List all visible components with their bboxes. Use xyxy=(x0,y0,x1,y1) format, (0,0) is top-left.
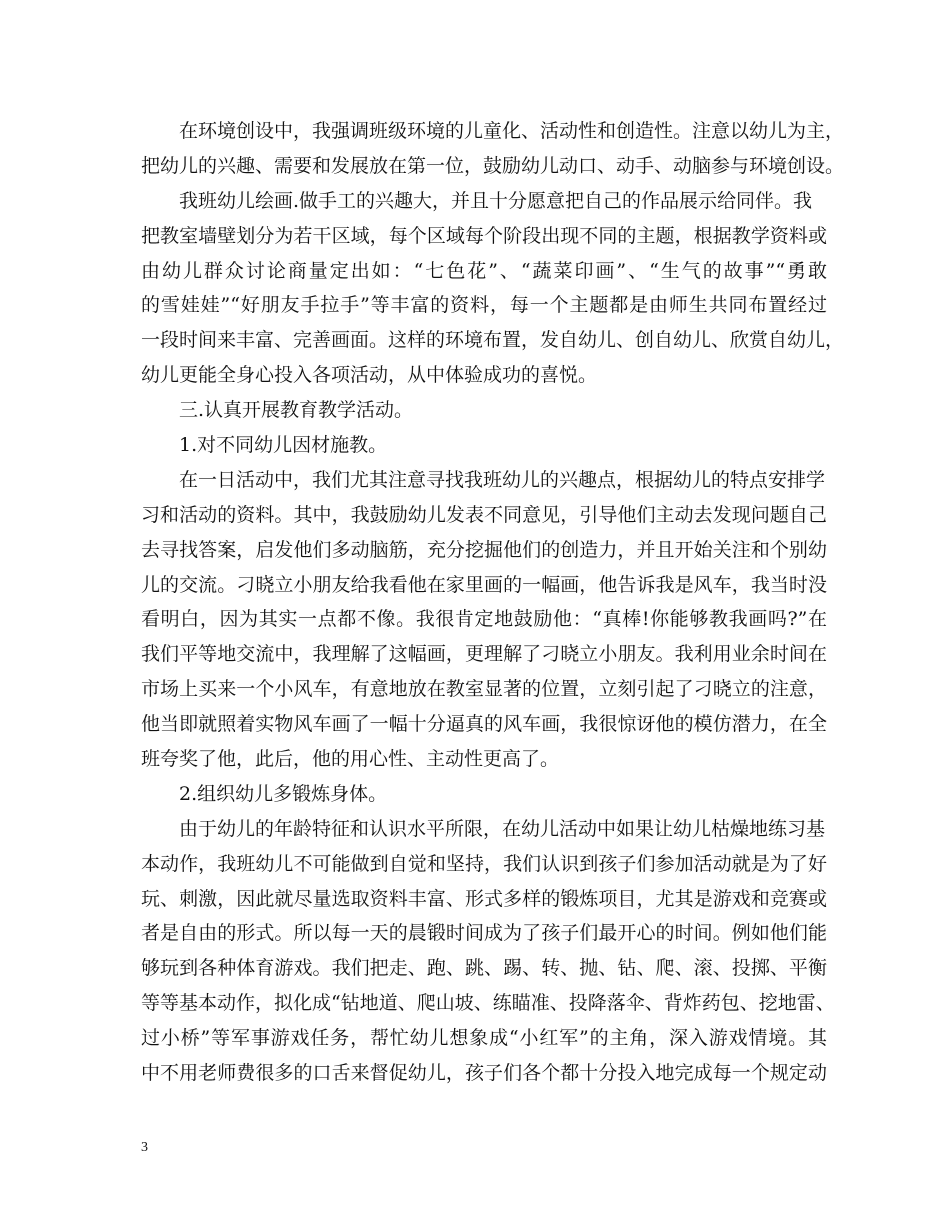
text-line: 玩、刺激，因此就尽量选取资料丰富、形式多样的锻炼项目，尤其是游戏和竞赛或 xyxy=(141,887,827,910)
text-line: 班夸奖了他，此后，他的用心性、主动性更高了。 xyxy=(141,748,560,771)
text-line: 我班幼儿绘画.做手工的兴趣大，并且十分愿意把自己的作品展示给同伴。我 xyxy=(179,189,813,212)
text-line: 在环境创设中，我强调班级环境的儿童化、活动性和创造性。注意以幼儿为主， xyxy=(179,120,845,142)
text-line: 的雪娃娃”“好朋友手拉手”等丰富的资料，每一个主题都是由师生共同布置经过 xyxy=(141,294,827,317)
text-line: 习和活动的资料。其中，我鼓励幼儿发表不同意见，引导他们主动去发现问题自己 xyxy=(141,503,827,526)
text-line: 等等基本动作，拟化成“钻地道、爬山坡、练瞄准、投降落伞、背炸药包、挖地雷、 xyxy=(141,992,835,1015)
subsection-heading: 1.对不同幼儿因材施教。 xyxy=(179,434,388,457)
text-line: 在一日活动中，我们尤其注意寻找我班幼儿的兴趣点，根据幼儿的特点安排学 xyxy=(179,468,826,491)
section-heading: 三.认真开展教育教学活动。 xyxy=(179,399,414,422)
document-body xyxy=(141,114,845,1091)
text-line: 把教室墙壁划分为若干区域，每个区域每个阶段出现不同的主题，根据教学资料或 xyxy=(141,224,827,247)
text-line: 中不用老师费很多的口舌来督促幼儿，孩子们各个都十分投入地完成每一个规定动 xyxy=(141,1062,827,1085)
text-line: 本动作，我班幼儿不可能做到自觉和坚持，我们认识到孩子们参加活动就是为了好 xyxy=(141,852,827,875)
subsection-heading: 2.组织幼儿多锻炼身体。 xyxy=(179,782,388,805)
text-line: 去寻找答案，启发他们多动脑筋，充分挖掘他们的创造力，并且开始关注和个别幼 xyxy=(141,538,827,561)
text-line: 把幼儿的兴趣、需要和发展放在第一位，鼓励幼儿动口、动手、动脑参与环境创设。 xyxy=(141,154,845,177)
text-line: 过小桥”等军事游戏任务，帮忙幼儿想象成“小红军”的主角，深入游戏情境。其 xyxy=(141,1027,827,1050)
text-line: 够玩到各种体育游戏。我们把走、跑、跳、踢、转、抛、钻、爬、滚、投掷、平衡 xyxy=(141,957,827,980)
text-line: 由于幼儿的年龄特征和认识水平所限，在幼儿活动中如果让幼儿枯燥地练习基 xyxy=(179,817,826,840)
page-number: 3 xyxy=(141,1140,148,1155)
text-line: 我们平等地交流中，我理解了这幅画，更理解了刁晓立小朋友。我利用业余时间在 xyxy=(141,643,827,666)
text-line: 儿的交流。刁晓立小朋友给我看他在家里画的一幅画，他告诉我是风车，我当时没 xyxy=(141,573,827,596)
text-line: 市场上买来一个小风车，有意地放在教室显著的位置，立刻引起了刁晓立的注意， xyxy=(141,678,827,701)
text-line: 者是自由的形式。所以每一天的晨锻时间成为了孩子们最开心的时间。例如他们能 xyxy=(141,922,827,945)
text-line: 看明白，因为其实一点都不像。我很肯定地鼓励他：“真棒!你能够教我画吗?”在 xyxy=(141,608,827,631)
text-line: 他当即就照着实物风车画了一幅十分逼真的风车画，我很惊讶他的模仿潜力，在全 xyxy=(141,713,827,736)
text-line: 一段时间来丰富、完善画面。这样的环境布置，发自幼儿、创自幼儿、欣赏自幼儿， xyxy=(141,329,845,352)
text-line: 由幼儿群众讨论商量定出如：“七色花”、“蔬菜印画”、“生气的故事”“勇敢 xyxy=(141,259,827,282)
text-line: 幼儿更能全身心投入各项活动，从中体验成功的喜悦。 xyxy=(141,364,598,387)
